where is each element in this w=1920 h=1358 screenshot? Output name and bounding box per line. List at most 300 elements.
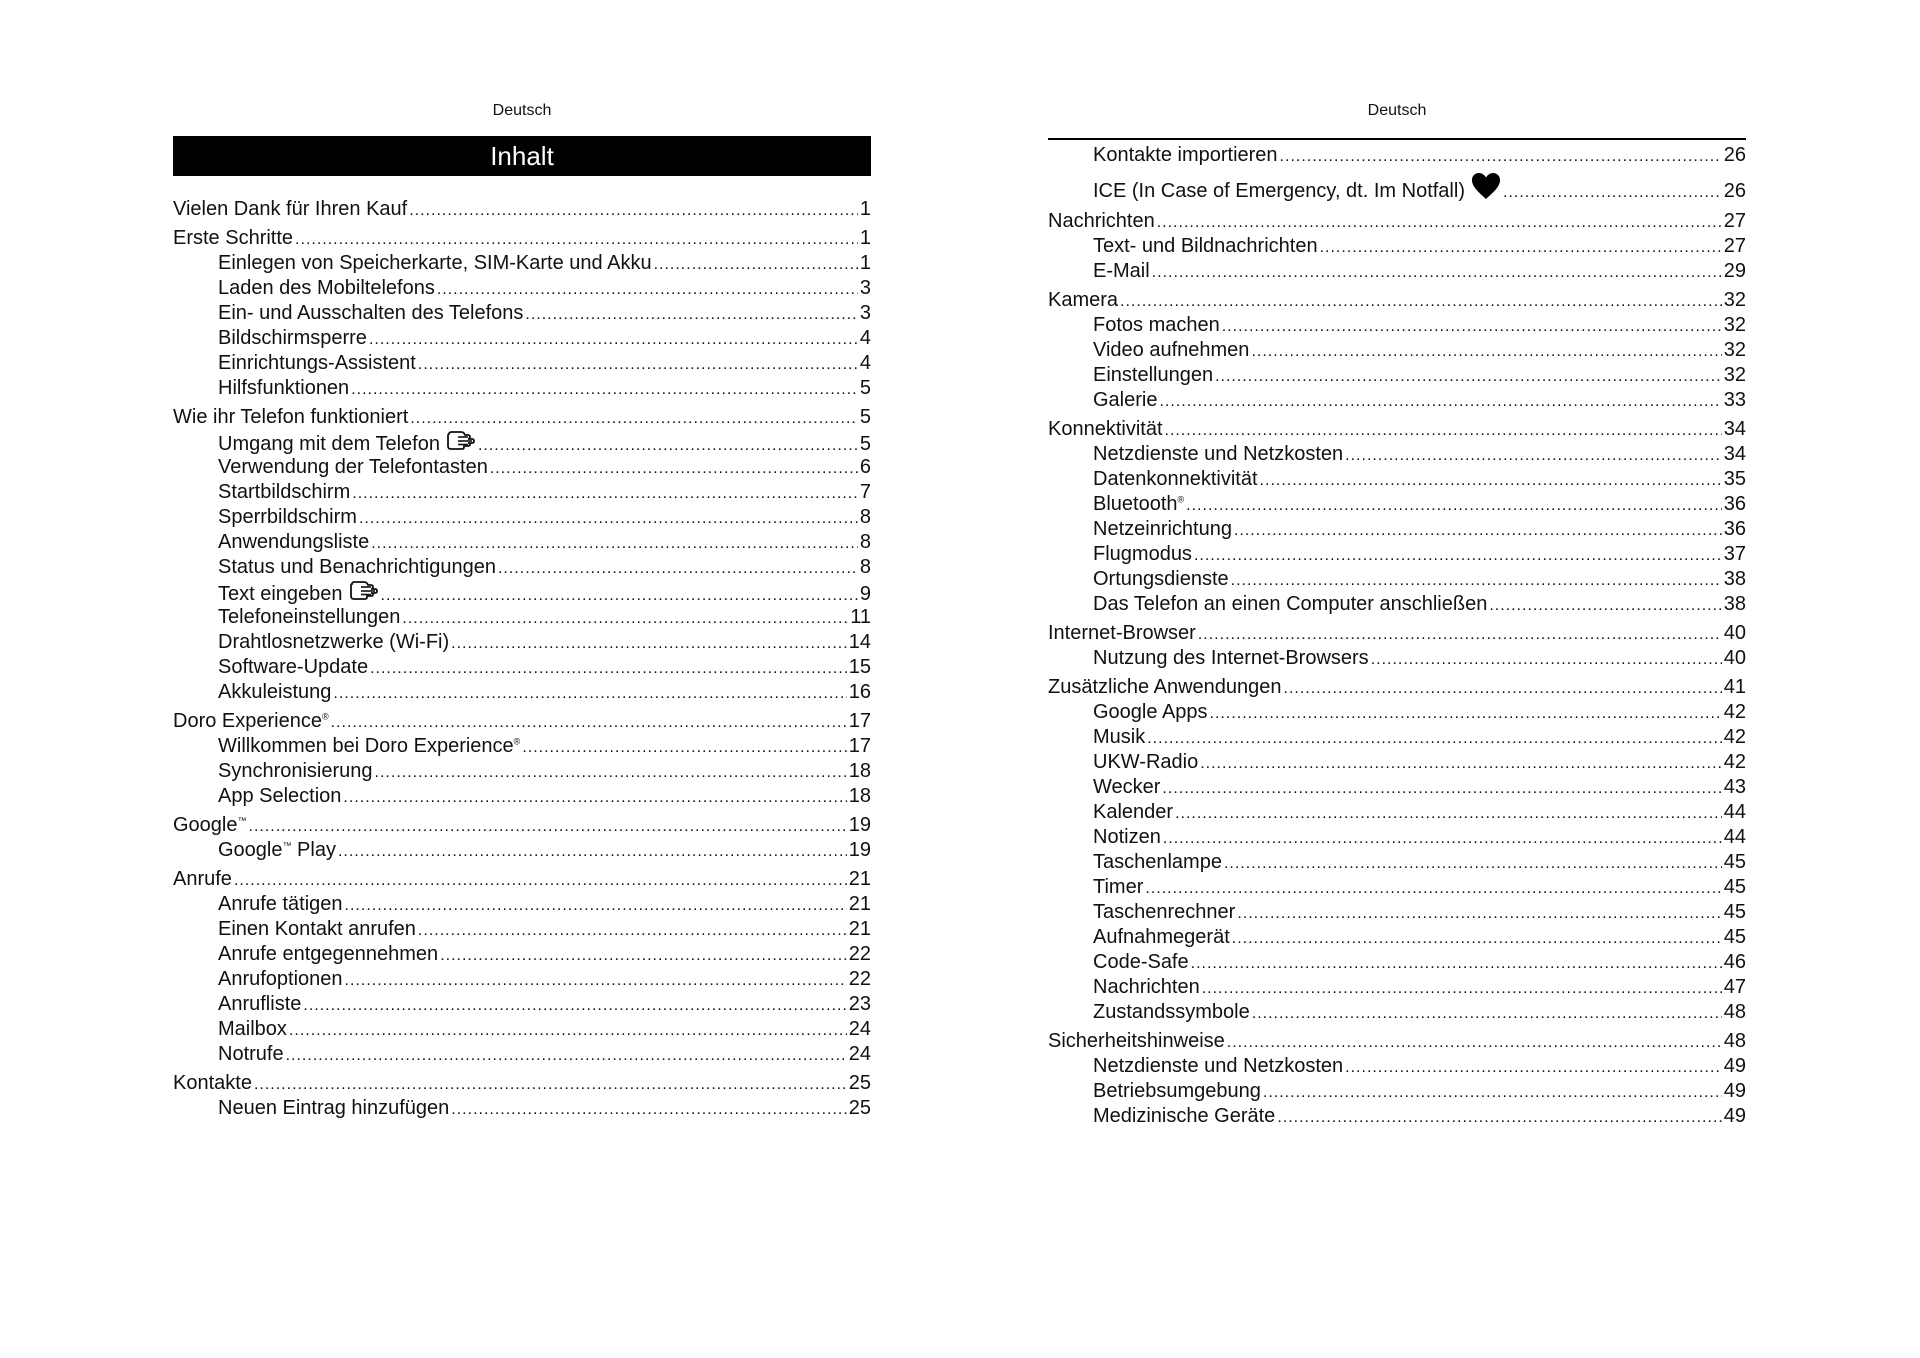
toc-subsection-entry[interactable] <box>1048 363 1746 388</box>
toc-entry-label <box>1093 850 1222 875</box>
toc-subsection-entry[interactable] <box>1048 388 1746 413</box>
toc-entry-text: Betriebsumgebung <box>1093 1080 1261 1102</box>
toc-section-entry[interactable] <box>1048 209 1746 234</box>
toc-entry-text: UKW-Radio <box>1093 751 1199 773</box>
header-rule <box>1048 138 1746 140</box>
toc-entry-label <box>173 709 329 734</box>
page-number: 26 <box>1723 179 1746 202</box>
toc-entry-label <box>1093 363 1213 388</box>
toc-subsection-entry[interactable] <box>173 430 871 455</box>
page-number: 15 <box>848 656 871 678</box>
toc-subsection-entry[interactable] <box>173 942 871 967</box>
toc-entry-text: Anwendungsliste <box>218 531 370 553</box>
dot-leader <box>440 943 847 968</box>
toc-section-entry[interactable] <box>1048 1029 1746 1054</box>
dot-leader <box>1345 1055 1722 1080</box>
dot-leader <box>1215 364 1722 389</box>
dot-leader <box>1163 826 1722 851</box>
toc-entry-text: Startbildschirm <box>218 481 351 503</box>
page-number: 35 <box>1723 468 1746 490</box>
toc-subsection-entry[interactable] <box>1048 750 1746 775</box>
toc-entry-text: Kalender <box>1093 801 1174 823</box>
page-number: 8 <box>859 556 871 578</box>
page-number: 34 <box>1723 418 1746 440</box>
toc-section-entry[interactable] <box>173 867 871 892</box>
toc-subsection-entry[interactable] <box>1048 1054 1746 1079</box>
toc-subsection-entry[interactable] <box>173 1096 871 1121</box>
toc-subsection-entry[interactable] <box>1048 517 1746 542</box>
dot-leader <box>1152 260 1722 285</box>
toc-entry-text: Kontakte <box>173 1072 252 1094</box>
page-number: 38 <box>1723 568 1746 590</box>
toc-entry-text: Anrufe entgegennehmen <box>218 943 439 965</box>
toc-entry-text: Internet-Browser <box>1048 622 1196 644</box>
page-number: 41 <box>1723 676 1746 698</box>
toc-entry-text: Google <box>218 839 283 861</box>
toc-subsection-entry[interactable] <box>1048 592 1746 617</box>
toc-subsection-entry[interactable] <box>173 455 871 480</box>
dot-leader <box>418 352 858 377</box>
toc-section-entry[interactable] <box>173 226 871 251</box>
toc-entry-text: Nutzung des Internet-Browsers <box>1093 647 1369 669</box>
toc-subsection-entry[interactable] <box>173 480 871 505</box>
toc-section-entry[interactable] <box>173 405 871 430</box>
dot-leader <box>1231 568 1722 593</box>
dot-leader <box>1194 543 1722 568</box>
toc-subsection-entry[interactable] <box>173 967 871 992</box>
toc-entry-label <box>1093 313 1220 338</box>
dot-leader <box>1232 926 1722 951</box>
page-number: 1 <box>859 252 871 274</box>
dot-leader <box>1222 314 1722 339</box>
toc-subsection-entry[interactable] <box>1048 900 1746 925</box>
dot-leader <box>451 1097 846 1122</box>
dot-leader <box>1251 339 1721 364</box>
page-number: 45 <box>1723 876 1746 898</box>
dot-leader <box>295 227 858 252</box>
toc-entry-text: Hilfsfunktionen <box>218 377 350 399</box>
page-number: 48 <box>1723 1030 1746 1052</box>
toc-entry-label <box>218 326 367 351</box>
toc-entry-label <box>1093 442 1343 467</box>
toc-entry-label <box>1048 621 1196 646</box>
toc-entry-label <box>173 813 247 838</box>
page-number: 32 <box>1723 364 1746 386</box>
dot-leader <box>1159 389 1721 414</box>
toc-entry-label <box>1093 338 1249 363</box>
toc-entry-text: Timer <box>1093 876 1144 898</box>
toc-subsection-entry[interactable] <box>1048 143 1746 168</box>
toc-subsection-entry[interactable] <box>173 376 871 401</box>
toc-entry-label <box>218 276 435 301</box>
toc-entry-label <box>218 992 301 1017</box>
page-number: 47 <box>1723 976 1746 998</box>
toc-entry-text: Neuen Eintrag hinzufügen <box>218 1097 450 1119</box>
page-number: 24 <box>848 1043 871 1065</box>
page-number: 14 <box>848 631 871 653</box>
toc-entry-label <box>218 917 416 942</box>
dot-leader <box>410 406 858 431</box>
toc-subsection-entry[interactable] <box>173 605 871 630</box>
toc-subsection-entry[interactable] <box>173 351 871 376</box>
toc-entry-text: Software-Update <box>218 656 369 678</box>
toc-subsection-entry[interactable] <box>173 838 871 863</box>
dot-leader <box>1210 701 1722 726</box>
toc-subsection-entry[interactable] <box>173 759 871 784</box>
page-number: 6 <box>859 456 871 478</box>
toc-subsection-entry[interactable] <box>1048 313 1746 338</box>
page-number: 34 <box>1723 443 1746 465</box>
page-number: 32 <box>1723 289 1746 311</box>
page-number: 46 <box>1723 951 1746 973</box>
dot-leader <box>1162 776 1721 801</box>
dot-leader <box>1234 518 1722 543</box>
toc-entry-label <box>218 734 520 759</box>
page-number: 27 <box>1723 210 1746 232</box>
toc-entry-text: Text- und Bildnachrichten <box>1093 235 1318 257</box>
toc-subsection-entry[interactable] <box>173 734 871 759</box>
toc-subsection-entry[interactable] <box>1048 700 1746 725</box>
page-number: 44 <box>1723 801 1746 823</box>
page-number: 37 <box>1723 543 1746 565</box>
toc-entry-text: Bluetooth <box>1093 493 1178 515</box>
toc-entry-label <box>1093 646 1369 671</box>
toc-entry-text: Synchronisierung <box>218 760 373 782</box>
page-number: 3 <box>859 277 871 299</box>
toc-subsection-entry[interactable] <box>1048 467 1746 492</box>
page-number: 4 <box>859 327 871 349</box>
toc-entry-label <box>218 530 369 555</box>
toc-entry-label <box>1093 592 1487 617</box>
toc-subsection-entry[interactable] <box>1048 825 1746 850</box>
toc-entry-label <box>173 867 232 892</box>
toc-entry-label <box>1093 750 1198 775</box>
dot-leader <box>654 252 858 277</box>
toc-subsection-entry[interactable] <box>1048 850 1746 875</box>
toc-entry-label <box>1093 900 1235 925</box>
toc-entry-text: Nachrichten <box>1048 210 1155 232</box>
page-number: 45 <box>1723 926 1746 948</box>
dot-leader <box>303 993 846 1018</box>
toc-subsection-entry[interactable] <box>173 630 871 655</box>
page-number: 11 <box>850 606 871 628</box>
toc-subsection-entry[interactable] <box>173 505 871 530</box>
toc-subsection-entry[interactable] <box>173 251 871 276</box>
toc-subsection-entry[interactable] <box>1048 975 1746 1000</box>
toc-section-entry[interactable] <box>1048 621 1746 646</box>
dot-leader <box>1277 1105 1721 1130</box>
toc-subsection-entry[interactable] <box>1048 1079 1746 1104</box>
page-number: 9 <box>859 582 871 605</box>
page-number: 19 <box>848 839 871 861</box>
dot-leader <box>1224 851 1722 876</box>
toc-entry-label <box>1093 825 1161 850</box>
toc-entry-label <box>218 455 488 480</box>
toc-entry-label <box>218 942 438 967</box>
toc-entry-label <box>218 967 343 992</box>
dot-leader <box>333 681 846 706</box>
toc-entry-label <box>218 759 373 784</box>
dot-leader <box>1157 210 1722 235</box>
toc-subsection-entry[interactable] <box>1048 725 1746 750</box>
dot-leader <box>1260 468 1722 493</box>
toc-entry-label <box>1048 1029 1225 1054</box>
toc-entry-label <box>218 605 400 630</box>
toc-entry-text: Taschenrechner <box>1093 901 1236 923</box>
dot-leader <box>345 893 847 918</box>
toc-subsection-entry[interactable] <box>173 580 871 605</box>
page-number: 22 <box>848 968 871 990</box>
toc-subsection-entry[interactable] <box>1048 259 1746 284</box>
toc-subsection-entry[interactable] <box>173 655 871 680</box>
dot-leader <box>1237 901 1721 926</box>
dot-leader <box>1280 144 1722 169</box>
dot-leader <box>1227 1030 1722 1055</box>
toc-entry-text: Mailbox <box>218 1018 287 1040</box>
toc-subsection-entry[interactable] <box>1048 492 1746 517</box>
toc-entry-text: Wecker <box>1093 776 1161 798</box>
toc-entry-label <box>1093 725 1145 750</box>
toc-entry-text: Ein- und Ausschalten des Telefons <box>218 302 524 324</box>
toc-subsection-entry[interactable] <box>173 276 871 301</box>
toc-entry-text: Anrufoptionen <box>218 968 343 990</box>
toc-entry-label <box>1093 1079 1261 1104</box>
page-number: 29 <box>1723 260 1746 282</box>
toc-section-entry[interactable] <box>173 197 871 222</box>
toc-entry-text: Status und Benachrichtigungen <box>218 556 496 578</box>
toc-subsection-entry[interactable] <box>1048 442 1746 467</box>
heart-icon <box>1471 172 1501 211</box>
toc-entry-label <box>218 376 349 401</box>
dot-leader <box>1198 622 1722 647</box>
toc-subsection-entry[interactable] <box>173 326 871 351</box>
page-title: Inhalt <box>173 136 871 176</box>
toc-entry-text: Doro Experience <box>173 710 322 732</box>
toc-entry-label <box>1048 209 1155 234</box>
toc-entry-label <box>1093 700 1208 725</box>
toc-entry-text: Wie ihr Telefon funktioniert <box>173 406 409 428</box>
toc-subsection-entry[interactable] <box>1048 1000 1746 1025</box>
toc-subsection-entry[interactable] <box>1048 542 1746 567</box>
toc-entry-text: Anrufe <box>173 868 232 890</box>
toc-subsection-entry[interactable] <box>173 1042 871 1067</box>
toc-entry-label <box>1093 259 1150 284</box>
toc-entry-text: Kontakte importieren <box>1093 144 1278 166</box>
toc-section-entry[interactable] <box>1048 675 1746 700</box>
toc-entry-text: Ortungsdienste <box>1093 568 1229 590</box>
toc-entry-text: Text eingeben <box>218 582 343 605</box>
page-number: 23 <box>848 993 871 1015</box>
page-number: 42 <box>1723 701 1746 723</box>
toc-subsection-entry[interactable] <box>1048 950 1746 975</box>
dot-leader <box>525 302 857 327</box>
dot-leader <box>351 377 858 402</box>
dot-leader <box>338 839 847 864</box>
dot-leader <box>478 433 858 458</box>
toc-entry-label <box>173 226 293 251</box>
dot-leader <box>381 583 858 608</box>
toc-entry-label <box>1093 542 1192 567</box>
toc-entry-text: Nachrichten <box>1093 976 1200 998</box>
toc-entry-text: Code-Safe <box>1093 951 1189 973</box>
dot-leader <box>371 531 858 556</box>
toc-subsection-entry[interactable] <box>1048 646 1746 671</box>
toc-entry-label <box>218 1096 449 1121</box>
toc-entry-text: Netzdienste und Netzkosten <box>1093 1055 1344 1077</box>
dot-leader <box>352 481 858 506</box>
toc-subsection-entry[interactable] <box>173 530 871 555</box>
toc-section-entry[interactable] <box>173 709 871 734</box>
dot-leader <box>1489 593 1721 618</box>
toc-entry-text: ICE (In Case of Emergency, dt. Im Notfall) <box>1093 179 1465 202</box>
dot-leader <box>490 456 858 481</box>
toc-entry-label <box>218 351 416 376</box>
toc-entry-text: Konnektivität <box>1048 418 1163 440</box>
toc-subsection-entry[interactable] <box>173 892 871 917</box>
toc-subsection-entry[interactable] <box>1048 234 1746 259</box>
dot-leader <box>1202 976 1722 1001</box>
toc-entry-label <box>1093 492 1184 517</box>
toc-subsection-entry[interactable] <box>173 917 871 942</box>
toc-entry-label <box>218 680 331 705</box>
toc-entry-text: Einstellungen <box>1093 364 1214 386</box>
page-number: 27 <box>1723 235 1746 257</box>
dot-leader <box>1200 751 1722 776</box>
dot-leader <box>289 1018 847 1043</box>
toc-entry-text: Zustandssymbole <box>1093 1001 1250 1023</box>
dot-leader <box>1186 493 1722 518</box>
page-number: 5 <box>859 377 871 399</box>
dot-leader <box>1191 951 1722 976</box>
toc-entry-text: App Selection <box>218 785 342 807</box>
page-number: 1 <box>859 198 871 220</box>
dot-leader <box>498 556 858 581</box>
toc-subsection-entry[interactable] <box>1048 925 1746 950</box>
dot-leader <box>1252 1001 1722 1026</box>
page-number: 18 <box>848 785 871 807</box>
page-number: 36 <box>1723 493 1746 515</box>
page-number: 21 <box>848 918 871 940</box>
toc-entry-text: Willkommen bei Doro Experience <box>218 735 514 757</box>
page-number: 49 <box>1723 1080 1746 1102</box>
toc-entry-text: Telefoneinstellungen <box>218 606 401 628</box>
toc-subsection-entry[interactable] <box>1048 338 1746 363</box>
page-number: 42 <box>1723 726 1746 748</box>
toc-subsection-entry[interactable] <box>1048 775 1746 800</box>
toc-section-entry[interactable] <box>1048 417 1746 442</box>
toc-entry-label <box>1093 1054 1343 1079</box>
dot-leader <box>370 656 847 681</box>
toc-entry-text: Notrufe <box>218 1043 284 1065</box>
registered-mark: ® <box>321 711 329 722</box>
toc-section-entry[interactable] <box>173 1071 871 1096</box>
page-number: 33 <box>1723 389 1746 411</box>
toc-section-entry[interactable] <box>173 813 871 838</box>
toc-entry-label <box>218 505 357 530</box>
running-head: Deutsch <box>492 102 552 119</box>
toc-subsection-entry[interactable] <box>173 301 871 326</box>
toc-entry-text: Sicherheitshinweise <box>1048 1030 1225 1052</box>
dot-leader <box>375 760 847 785</box>
page-number: 45 <box>1723 851 1746 873</box>
table-of-contents <box>1048 143 1746 1129</box>
toc-subsection-entry[interactable] <box>1048 567 1746 592</box>
toc-entry-label <box>1093 567 1229 592</box>
toc-subsection-entry[interactable] <box>173 992 871 1017</box>
page-number: 32 <box>1723 339 1746 361</box>
page-number: 5 <box>859 406 871 428</box>
page-number: 1 <box>859 227 871 249</box>
toc-subsection-entry[interactable] <box>173 680 871 705</box>
page-number: 17 <box>848 710 871 732</box>
registered-mark: ® <box>1177 494 1185 505</box>
page-number: 49 <box>1723 1055 1746 1077</box>
dot-leader <box>1263 1080 1722 1105</box>
dot-leader <box>345 968 847 993</box>
dot-leader <box>409 198 858 223</box>
page-number: 16 <box>848 681 871 703</box>
toc-entry-label <box>1093 517 1232 542</box>
toc-entry-text: Taschenlampe <box>1093 851 1222 873</box>
toc-entry-text: Notizen <box>1093 826 1161 848</box>
toc-subsection-entry[interactable] <box>173 784 871 809</box>
toc-entry-label <box>1093 1000 1250 1025</box>
page-number: 17 <box>848 735 871 757</box>
page-number: 48 <box>1723 1001 1746 1023</box>
dot-leader <box>286 1043 847 1068</box>
toc-subsection-entry[interactable] <box>1048 1104 1746 1129</box>
toc-entry-text: Einen Kontakt anrufen <box>218 918 416 940</box>
page-number: 8 <box>859 531 871 553</box>
dot-leader <box>369 327 858 352</box>
dot-leader <box>249 814 847 839</box>
toc-entry-text: Akkuleistung <box>218 681 332 703</box>
toc-entry-label <box>218 892 343 917</box>
page-number: 49 <box>1723 1105 1746 1127</box>
page-number: 43 <box>1723 776 1746 798</box>
page-number: 8 <box>859 506 871 528</box>
dot-leader <box>1503 176 1722 209</box>
toc-subsection-entry[interactable] <box>173 555 871 580</box>
toc-entry-text: Netzeinrichtung <box>1093 518 1232 540</box>
registered-mark: ® <box>513 736 521 747</box>
toc-entry-text: Laden des Mobiltelefons <box>218 277 435 299</box>
toc-entry-text: Zusätzliche Anwendungen <box>1048 676 1282 698</box>
toc-entry-text: Kamera <box>1048 289 1119 311</box>
page-number: 45 <box>1723 901 1746 923</box>
dot-leader <box>343 785 846 810</box>
toc-subsection-entry[interactable] <box>1048 875 1746 900</box>
dot-leader <box>522 735 846 760</box>
page-number: 38 <box>1723 593 1746 615</box>
toc-entry-label <box>173 405 408 430</box>
toc-subsection-entry[interactable] <box>1048 800 1746 825</box>
toc-entry-label <box>1093 234 1318 259</box>
toc-entry-label <box>1048 417 1163 442</box>
page-number: 4 <box>859 352 871 374</box>
page-number: 40 <box>1723 622 1746 644</box>
toc-entry-label <box>1093 975 1200 1000</box>
toc-entry-label <box>218 555 496 580</box>
page-number: 32 <box>1723 314 1746 336</box>
toc-section-entry[interactable] <box>1048 288 1746 313</box>
toc-subsection-entry[interactable] <box>1048 172 1746 205</box>
toc-subsection-entry[interactable] <box>173 1017 871 1042</box>
page-number: 18 <box>848 760 871 782</box>
dot-leader <box>1320 235 1722 260</box>
dot-leader <box>1120 289 1722 314</box>
toc-entry-text: Datenkonnektivität <box>1093 468 1258 490</box>
